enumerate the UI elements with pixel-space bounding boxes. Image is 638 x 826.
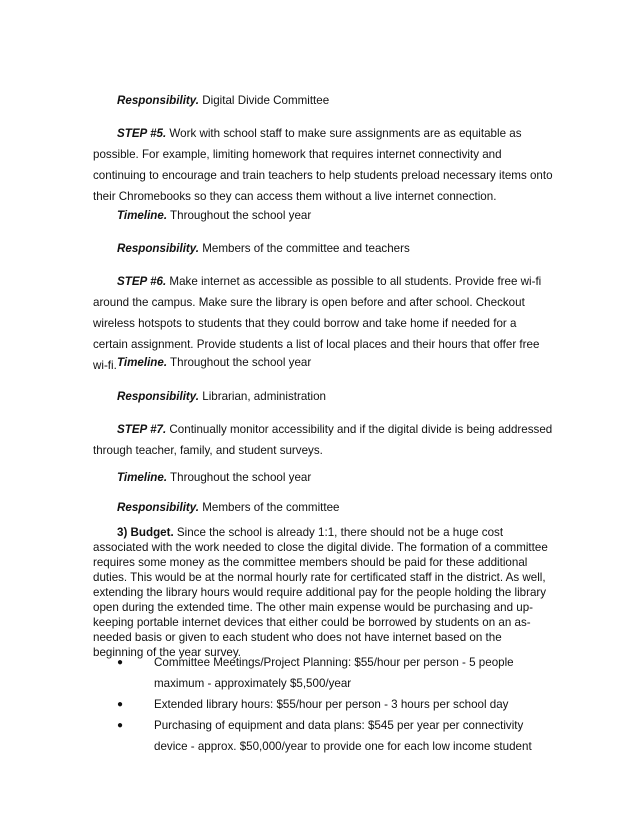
timeline-step7 (93, 467, 553, 488)
list-item-text: Extended library hours: $55/hour per person - 3 hours per school day (154, 698, 509, 711)
timeline-text: Throughout the school year (167, 209, 312, 222)
responsibility-label: Responsibility. (117, 390, 200, 403)
list-item-text: Committee Meetings/Project Planning: $55/hour per person - 5 people maximum - approximately $5,500/year (154, 656, 514, 690)
budget-text: Since the school is already 1:1, there should not be a huge cost associated with the work needed to close the digital divide. The formation of a committee requires some money as the committee members should be paid for these additional duties. This would be at the normal hourly rate for certificated staff in the district. As well, extending the library hours would require additional pay for the people holding the library open during the extended time. The other main expense would be purchasing and up-keeping portable internet devices that either could be borrowed by students on an as-needed basis or given to each student who does not have internet based on the beginning of the year survey. (93, 526, 548, 659)
timeline-label: Timeline. (117, 209, 168, 222)
responsibility-label: Responsibility. (117, 94, 200, 107)
budget-bullet-list (117, 652, 557, 757)
timeline-step6 (93, 352, 553, 373)
budget-paragraph (93, 525, 553, 660)
responsibility-text: Librarian, administration (199, 390, 326, 403)
budget-heading: 3) Budget. (117, 526, 174, 539)
responsibility-step4 (93, 90, 553, 111)
responsibility-text: Members of the committee (199, 501, 340, 514)
timeline-step5 (93, 205, 553, 226)
responsibility-label: Responsibility. (117, 501, 200, 514)
timeline-label: Timeline. (117, 356, 168, 369)
responsibility-text: Digital Divide Committee (199, 94, 330, 107)
bullet-icon: ● (117, 720, 124, 731)
list-item (117, 715, 557, 757)
responsibility-label: Responsibility. (117, 242, 200, 255)
responsibility-step5 (93, 238, 553, 259)
bullet-icon: ● (117, 699, 124, 710)
bullet-icon: ● (117, 657, 124, 668)
timeline-text: Throughout the school year (167, 471, 312, 484)
responsibility-text: Members of the committee and teachers (199, 242, 410, 255)
list-item-text: Purchasing of equipment and data plans: $545 per year per connectivity device - approx. $50,000/year to provide one for each low income student (154, 719, 532, 753)
step-7-paragraph (93, 419, 553, 461)
step-6-text: Make internet as accessible as possible to all students. Provide free wi-fi around the campus. Make sure the library is open before and after school. Checkout wireless hotspots to students that they could borrow and take home if needed for a certain assignment. Provide students a list of local places and their hours that offer free wi-fi. (93, 275, 542, 372)
responsibility-step6 (93, 386, 553, 407)
step-7-label: STEP #7. (117, 423, 167, 436)
timeline-label: Timeline. (117, 471, 168, 484)
step-5-label: STEP #5. (117, 127, 167, 140)
timeline-text: Throughout the school year (167, 356, 312, 369)
step-5-text: Work with school staff to make sure assignments are as equitable as possible. For example, limiting homework that requires internet connectivity and continuing to encourage and train teachers to help students preload necessary items onto their Chromebooks so they can access them without a live internet connection. (93, 127, 553, 203)
responsibility-step7 (93, 497, 553, 518)
step-7-text: Continually monitor accessibility and if the digital divide is being addressed through teacher, family, and student surveys. (93, 423, 553, 457)
list-item (117, 652, 557, 694)
step-5-paragraph (93, 123, 553, 207)
step-6-label: STEP #6. (117, 275, 167, 288)
list-item (117, 694, 557, 715)
